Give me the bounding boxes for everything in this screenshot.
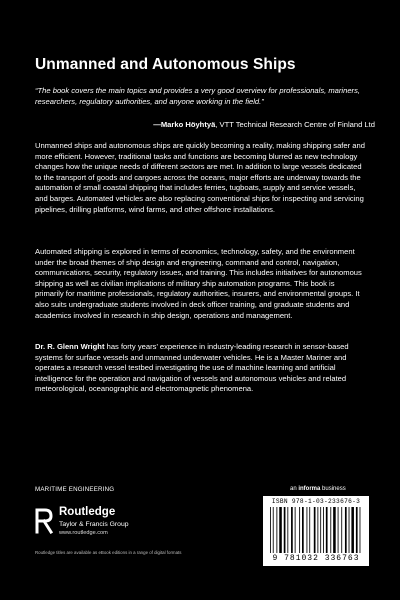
book-title: Unmanned and Autonomous Ships — [35, 56, 296, 73]
publisher-logo — [35, 506, 185, 546]
author-name: Dr. R. Glenn Wright — [35, 342, 105, 351]
routledge-logo-icon — [35, 508, 53, 534]
subject-category: MARITIME ENGINEERING — [35, 486, 115, 493]
quote-attribution — [35, 120, 375, 131]
informa-brand: informa — [298, 486, 321, 492]
isbn-number: 9 781032 336763 — [272, 554, 360, 563]
publisher-name: Routledge — [59, 506, 116, 518]
quote-author: —Marko Höyhtyä — [153, 120, 216, 129]
author-bio-text: has forty years’ experience in industry-leading research in sensor-based systems for surface vessels and unmanned underwater vehicles. He is a Master Mariner and operates a research vessel testbed investigating the use of machine learning and artificial intelligence for the operation and navigation of vessels and autonomous vehicles and related meteorological, oceanographic and electromagnetic phenomena. — [35, 342, 349, 394]
description-paragraph: Unmanned ships and autonomous ships are quickly becoming a reality, making shipping safer and more efficient. However, traditional tasks and functions are becoming blurred as new technology changes how the unique needs of different sectors are met. In addition to large vessels dedicated to the transport of goods and cargoes across the oceans, major efforts are underway towards the automation of small coastal shipping that includes ferries, tugboats, supply and service vessels, and barges. Automated vehicles are also replacing conventional ships for inspecting and servicing pipelines, drilling platforms, wind farms, and other offshore installations. — [35, 141, 365, 214]
endorsement-quote: “The book covers the main topics and provides a very good overview for professionals, mariners, researchers, regulatory authorities, and anyone working in the field.” — [35, 86, 360, 106]
isbn-barcode — [263, 496, 369, 566]
ebook-footnote: Routledge titles are available as eBook editions in a range of digital formats — [35, 550, 182, 555]
quote-affiliation: , VTT Technical Research Centre of Finland Ltd — [215, 120, 375, 129]
publisher-group: Taylor & Francis Group — [59, 521, 129, 528]
isbn-label: ISBN 978-1-03-233676-3 — [271, 498, 361, 505]
author-bio — [35, 342, 365, 395]
publisher-url: www.routledge.com — [59, 530, 108, 536]
barcode-bars — [269, 507, 363, 553]
informa-tagline: an informa business — [290, 486, 346, 492]
description-paragraph: Automated shipping is explored in terms of economics, technology, safety, and the environment under the broad themes of ship design and engineering, command and control, navigation, communications, security, regulatory issues, and training. This includes initiatives for autonomous shipping as well as civilian implications of military ship automation programs. This book is primarily for maritime professionals, regulatory authorities, insurers, and environmental groups. It also suits undergraduate students involved in deck officer training, and graduate students and academics involved in research in ship design, operations and management. — [35, 247, 362, 320]
